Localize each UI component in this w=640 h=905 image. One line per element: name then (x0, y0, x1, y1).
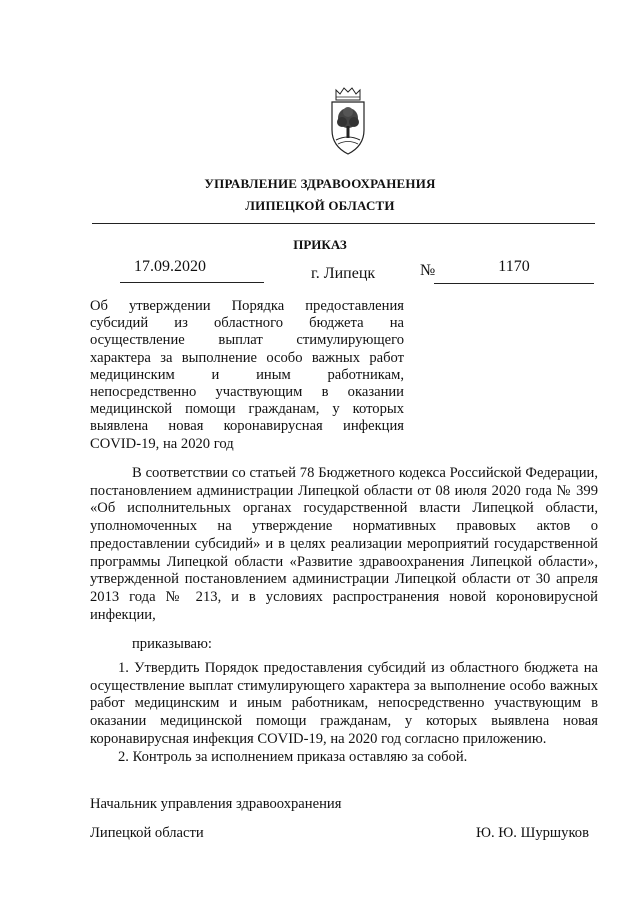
order-subject: Об утверждении Порядка предоставления субсидий из областного бюджета на осуществление выплат стимулирующего характера за выполнение особо важных работ медицинским и иным работникам, непосредственно участвующим в оказании медицинской помощи гражданам, у которых выявлена новая коронавирусная инфекция COVID-19, на 2020 год (90, 298, 404, 452)
org-name-line2: ЛИПЕЦКОЙ ОБЛАСТИ (245, 198, 395, 213)
order-item-1: 1. Утвердить Порядок предоставления субсидий из областного бюджета на осуществление выплат стимулирующего характера за выполнение особо важных работ медицинским и иным работникам, непосредственно участвующим в оказании медицинской помощи гражданам, у которых выявлена новая коронавирусная инфекция COVID-19, на 2020 год согласно приложению. (90, 660, 598, 747)
order-word-block (90, 636, 598, 654)
doc-type-title: ПРИКАЗ (293, 237, 347, 252)
preamble (90, 465, 598, 624)
org-name-line1: УПРАВЛЕНИЕ ЗДРАВООХРАНЕНИЯ (204, 176, 436, 191)
order-items (90, 660, 598, 766)
order-number: 1170 (434, 257, 594, 284)
preamble-text: В соответствии со статьей 78 Бюджетного кодекса Российской Федерации, постановлением администрации Липецкой области от 08 июля 2020 года № 399 «Об исполнительных органах государственной власти Липецкой области, уполномоченных на утверждение нормативных правовых актов о предоставлении субсидий» и в целях реализации мероприятий государственной программы Липецкой области «Развитие здравоохранения Липецкой области», утвержденной постановлением администрации Липецкой области от 30 апреля 2013 года № 213, и в условиях распространения новой короновирусной инфекции, (90, 465, 598, 623)
order-city: г. Липецк (311, 265, 376, 282)
coat-of-arms-icon (328, 86, 368, 158)
signature-region: Липецкой области (90, 825, 204, 841)
order-date: 17.09.2020 (120, 257, 264, 283)
number-sign: № (420, 262, 436, 279)
order-item-2: 2. Контроль за исполнением приказа оставляю за собой. (118, 748, 468, 765)
order-word: приказываю: (132, 636, 212, 652)
signature-name: Ю. Ю. Шуршуков (476, 825, 589, 841)
signature-role: Начальник управления здравоохранения (90, 796, 342, 812)
header-divider (92, 223, 595, 224)
